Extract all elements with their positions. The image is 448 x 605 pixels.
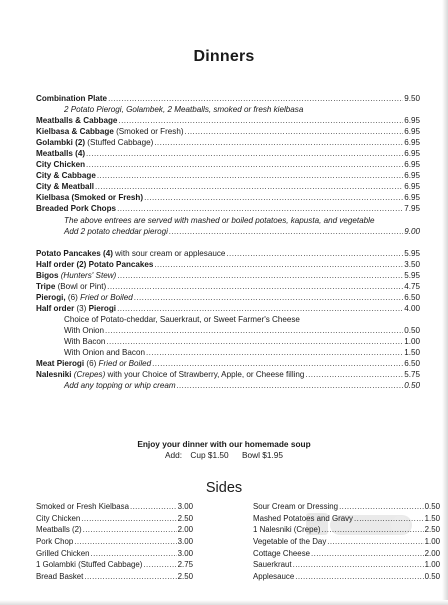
menu-item — [36, 148, 420, 159]
option-name: With Onion — [64, 325, 105, 335]
menu-item — [36, 93, 420, 104]
dot-leader — [117, 303, 403, 314]
side-price: 2.00 — [424, 548, 440, 558]
item-price: 6.95 — [404, 171, 420, 181]
menu-item — [36, 181, 420, 192]
dot-leader — [311, 548, 424, 560]
dinners-list — [36, 93, 420, 391]
side-item — [253, 501, 440, 513]
dot-leader — [130, 501, 177, 513]
item-name-suffix: Pierogi — [88, 303, 117, 313]
dot-leader — [95, 181, 403, 192]
item-name-group — [36, 137, 153, 148]
side-item — [36, 536, 193, 548]
side-item — [253, 513, 440, 525]
section-gap — [36, 237, 420, 248]
option-name: With Bacon — [64, 336, 106, 346]
menu-item — [36, 248, 420, 259]
option-name: With Onion and Bacon — [64, 348, 145, 358]
add-on-item — [36, 226, 420, 237]
side-item — [36, 559, 193, 571]
item-detail: (Hunters' Stew) — [58, 270, 117, 280]
side-name: Sour Cream or Dressing — [253, 502, 339, 511]
menu-item — [36, 292, 420, 303]
item-price: 5.95 — [404, 270, 420, 280]
dot-leader — [91, 548, 177, 560]
dot-leader — [106, 336, 403, 347]
item-detail: (Smoked or Fresh) — [113, 127, 184, 137]
option-price: 1.50 — [404, 348, 420, 358]
item-name: Nalesniki — [36, 370, 72, 380]
sides-list-left — [36, 501, 193, 583]
item-price: 6.95 — [404, 182, 420, 192]
side-name: 1 Nalesniki (Crepe) — [253, 525, 321, 535]
dot-leader — [118, 115, 403, 126]
dot-leader — [354, 513, 424, 525]
side-name: Grilled Chicken — [36, 548, 90, 558]
item-name: Bigos — [36, 270, 59, 280]
dot-leader — [305, 369, 403, 380]
side-price: 0.50 — [424, 502, 440, 511]
side-price: 0.50 — [424, 572, 440, 582]
menu-item — [36, 303, 420, 314]
item-name: Breaded Pork Chops — [36, 204, 117, 214]
soup-prices — [0, 450, 448, 461]
side-name: Sauerkraut — [253, 560, 292, 570]
dot-leader — [144, 192, 403, 203]
dot-leader — [117, 270, 403, 281]
side-price: 1.00 — [424, 537, 440, 547]
item-detail: (6) — [65, 292, 81, 302]
side-item — [36, 513, 193, 525]
item-name: Golambki (2) — [36, 138, 86, 148]
side-item — [253, 559, 440, 571]
dot-leader — [322, 524, 424, 536]
item-detail: (Stuffed Cabbage) — [85, 138, 154, 148]
option-price: 0.50 — [404, 325, 420, 335]
item-name-group — [36, 358, 151, 369]
soup-add-label: Add: — [164, 450, 183, 460]
item-name-group — [36, 369, 304, 380]
side-name: Meatballs (2) — [36, 525, 82, 535]
item-name: Add any topping or whip cream — [64, 381, 176, 391]
item-name: Potato Pancakes (4) — [36, 248, 113, 258]
item-price: 6.95 — [404, 138, 420, 148]
item-price: 6.50 — [404, 359, 420, 369]
dot-leader — [97, 170, 403, 181]
dot-leader — [177, 380, 404, 391]
side-name: Applesauce — [253, 572, 295, 582]
item-price: 9.00 — [404, 226, 420, 236]
side-item — [36, 548, 193, 560]
dot-leader — [295, 571, 423, 583]
menu-item — [36, 192, 420, 203]
side-price: 2.75 — [177, 560, 193, 570]
dot-leader — [105, 325, 403, 336]
dot-leader — [84, 571, 176, 583]
item-price: 6.95 — [404, 160, 420, 170]
item-detail-italic: Fried or Boiled — [98, 359, 152, 369]
sub-option — [36, 325, 420, 336]
side-item — [253, 548, 440, 560]
menu-item — [36, 126, 420, 137]
dot-leader — [107, 281, 403, 292]
side-price: 1.00 — [424, 560, 440, 570]
side-price: 1.50 — [424, 513, 440, 523]
item-name-group — [36, 248, 225, 259]
item-detail: with your Choice of Strawberry, Apple, or Cheese filling — [105, 370, 305, 380]
item-price: 3.50 — [404, 259, 420, 269]
side-name: Smoked or Fresh Kielbasa — [36, 502, 129, 511]
item-name: Add 2 potato cheddar pierogi — [64, 226, 168, 236]
side-item — [36, 524, 193, 536]
side-item — [253, 536, 440, 548]
side-name: 1 Golambki (Stuffed Cabbage) — [36, 560, 143, 570]
item-name-group — [36, 126, 184, 137]
menu-item — [36, 270, 420, 281]
item-name-group — [36, 292, 133, 303]
soup-cup-price: Cup $1.50 — [190, 450, 229, 460]
dot-leader — [86, 159, 403, 170]
dot-leader — [185, 126, 404, 137]
item-detail-italic: Fried or Boiled — [80, 292, 133, 302]
item-price: 6.50 — [404, 292, 420, 302]
item-name-group — [36, 303, 116, 314]
dot-leader — [117, 203, 403, 214]
side-name: Bread Basket — [36, 572, 84, 582]
dot-leader — [339, 501, 424, 513]
item-name: Kielbasa (Smoked or Fresh) — [36, 193, 144, 203]
item-name: Half order (2) Potato Pancakes — [36, 259, 154, 269]
item-price: 0.50 — [404, 381, 420, 391]
item-name-group — [36, 281, 106, 292]
item-name: Meatballs & Cabbage — [36, 116, 118, 126]
side-name: City Chicken — [36, 513, 81, 523]
dot-leader — [152, 358, 403, 369]
item-name: Tripe — [36, 281, 56, 291]
sides-list-right — [253, 501, 440, 583]
item-name: City & Cabbage — [36, 171, 96, 181]
item-name: Pierogi, — [36, 292, 66, 302]
dot-leader — [143, 559, 176, 571]
item-name: Kielbasa & Cabbage — [36, 127, 114, 137]
menu-item — [36, 170, 420, 181]
side-price: 2.50 — [424, 525, 440, 535]
menu-item — [36, 137, 420, 148]
dot-leader — [154, 137, 403, 148]
side-name: Vegetable of the Day — [253, 537, 327, 547]
soup-bowl-price: Bowl $1.95 — [241, 450, 284, 460]
side-price: 2.00 — [177, 525, 193, 535]
item-detail: (3) — [74, 303, 89, 313]
entree-note: The above entrees are served with mashed or boiled potatoes, kapusta, and vegetable — [64, 215, 375, 225]
page-edge-shadow-bottom — [0, 600, 448, 605]
item-name: City & Meatball — [36, 182, 95, 192]
side-price: 3.00 — [177, 537, 193, 547]
sub-option — [36, 336, 420, 347]
side-item — [36, 571, 193, 583]
menu-item — [36, 281, 420, 292]
menu-item — [36, 358, 420, 369]
item-detail-italic: (Crepes) — [71, 370, 106, 380]
soup-offer — [0, 438, 448, 461]
dot-leader — [226, 248, 403, 259]
dot-leader — [327, 536, 423, 548]
option-price: 1.00 — [404, 336, 420, 346]
dot-leader — [169, 226, 403, 237]
item-name: Half order — [36, 303, 75, 313]
dot-leader — [293, 559, 424, 571]
item-price: 5.75 — [404, 370, 420, 380]
item-name-group — [36, 270, 116, 281]
item-price: 4.75 — [404, 281, 420, 291]
dot-leader — [83, 524, 177, 536]
side-name: Pork Chop — [36, 537, 74, 547]
side-item — [36, 501, 193, 513]
dot-leader — [81, 513, 176, 525]
menu-item — [36, 369, 420, 380]
item-price: 6.95 — [404, 193, 420, 203]
side-item — [253, 571, 440, 583]
item-detail: (Bowl or Pint) — [55, 281, 107, 291]
item-price: 5.95 — [404, 248, 420, 258]
item-name: Meatballs (4) — [36, 149, 86, 159]
side-price: 3.00 — [177, 548, 193, 558]
menu-item — [36, 259, 420, 270]
menu-item — [36, 203, 420, 214]
side-price: 3.00 — [177, 502, 193, 511]
filling-choice-note: Choice of Potato-cheddar, Sauerkraut, or Sweet Farmer's Cheese — [64, 314, 300, 324]
page-edge-shadow — [442, 0, 448, 605]
item-price: 6.95 — [404, 116, 420, 126]
side-item — [253, 524, 440, 536]
item-price: 9.50 — [404, 94, 420, 103]
item-price: 4.00 — [404, 303, 420, 313]
page-title: Dinners — [193, 48, 255, 65]
side-price: 2.50 — [177, 572, 193, 582]
item-name: Combination Plate — [36, 94, 108, 103]
item-price: 7.95 — [404, 204, 420, 214]
menu-item — [36, 115, 420, 126]
soup-headline: Enjoy your dinner with our homemade soup — [137, 439, 311, 449]
side-price: 2.50 — [177, 513, 193, 523]
side-name: Cottage Cheese — [253, 548, 311, 558]
item-detail: with sour cream or applesauce — [112, 248, 226, 258]
dot-leader — [86, 148, 403, 159]
dot-leader — [134, 292, 404, 303]
item-price: 6.95 — [404, 127, 420, 137]
add-on-item — [36, 380, 420, 391]
sides-title: Sides — [205, 480, 243, 496]
side-name: Mashed Potatoes and Gravy — [253, 513, 354, 523]
item-name: Meat Pierogi — [36, 359, 85, 369]
item-price: 6.95 — [404, 149, 420, 159]
item-detail: (6) — [84, 359, 99, 369]
dot-leader — [108, 93, 403, 104]
item-name: City Chicken — [36, 160, 86, 170]
dot-leader — [146, 347, 403, 358]
item-description: 2 Potato Pierogi, Golambek, 2 Meatballs, smoked or fresh kielbasa — [64, 105, 304, 115]
menu-item — [36, 159, 420, 170]
dot-leader — [74, 536, 176, 548]
dot-leader — [154, 259, 403, 270]
sub-option — [36, 347, 420, 358]
